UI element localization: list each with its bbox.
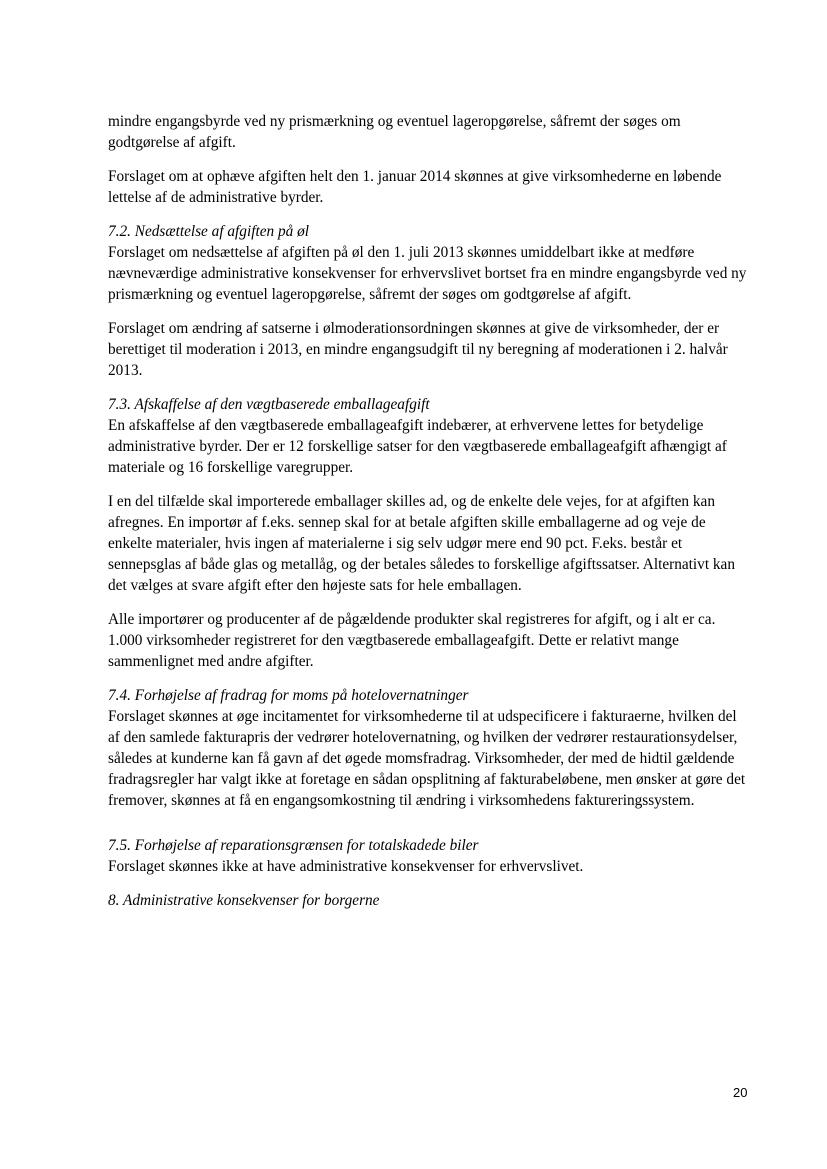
- document-body: [108, 111, 748, 911]
- section-heading-7-4: 7.4. Forhøjelse af fradrag for moms på hotelovernatninger: [108, 687, 469, 704]
- paragraph: Forslaget skønnes ikke at have administrative konsekvenser for erhvervslivet.: [108, 858, 584, 875]
- paragraph: mindre engangsbyrde ved ny prismærkning og eventuel lageropgørelse, såfremt der søges om godtgørelse af afgift.: [108, 113, 681, 151]
- paragraph: En afskaffelse af den vægtbaserede emballageafgift indebærer, at erhvervene lettes for betydelige administrative byrder. Der er 12 forskellige satser for den vægtbaserede emballageafgift afhængigt af materiale og 16 forskellige varegrupper.: [108, 417, 727, 476]
- section-heading-8: 8. Administrative konsekvenser for borgerne: [108, 892, 380, 909]
- paragraph: Forslaget om at ophæve afgiften helt den 1. januar 2014 skønnes at give virksomhederne en løbende lettelse af de administrative byrder.: [108, 168, 722, 206]
- paragraph: Alle importører og producenter af de pågældende produkter skal registreres for afgift, og i alt er ca. 1.000 virksomheder registreret for den vægtbaserede emballageafgift. Dette er relativt mange sammenlignet med andre afgifter.: [108, 611, 716, 670]
- paragraph: Forslaget om ændring af satserne i ølmoderationsordningen skønnes at give de virksomheder, der er berettiget til moderation i 2013, en mindre engangsudgift til ny beregning af moderationen i 2. halvår 2013.: [108, 320, 728, 379]
- section-heading-7-2: 7.2. Nedsættelse af afgiften på øl: [108, 223, 309, 240]
- section-heading-7-3: 7.3. Afskaffelse af den vægtbaserede emballageafgift: [108, 396, 430, 413]
- page-number: 20: [733, 1085, 748, 1100]
- section-heading-7-5: 7.5. Forhøjelse af reparationsgrænsen for totalskadede biler: [108, 837, 479, 854]
- paragraph: I en del tilfælde skal importerede emballager skilles ad, og de enkelte dele vejes, for at afgiften kan afregnes. En importør af f.eks. sennep skal for at betale afgiften skille emballagerne ad og veje de enkelte materialer, hvis ingen af materialerne i sig selv udgør mere end 90 pct. F.eks. består et sennepsglas af både glas og metallåg, og der betales således to forskellige afgiftssatser. Alternativt kan det vælges at svare afgift efter den højeste sats for hele emballagen.: [108, 493, 735, 594]
- paragraph: Forslaget skønnes at øge incitamentet for virksomhederne til at udspecificere i fakturaerne, hvilken del af den samlede fakturapris der vedrører hotelovernatning, og hvilken der vedrører restaurationsydelser, således at kunderne kan få gavn af det øgede momsfradrag. Virksomheder, der med de hidtil gældende fradragsregler har valgt ikke at foretage en sådan opsplitning af fakturabeløbene, men ønsker at gøre det fremover, skønnes at få en engangsomkostning til ændring i virksomhedens faktureringssystem.: [108, 708, 746, 809]
- paragraph: Forslaget om nedsættelse af afgiften på øl den 1. juli 2013 skønnes umiddelbart ikke at medføre nævneværdige administrative konsekvenser for erhvervslivet bortset fra en mindre engangsbyrde ved ny prismærkning og eventuel lageropgørelse, såfremt der søges om godtgørelse af afgift.: [108, 244, 747, 303]
